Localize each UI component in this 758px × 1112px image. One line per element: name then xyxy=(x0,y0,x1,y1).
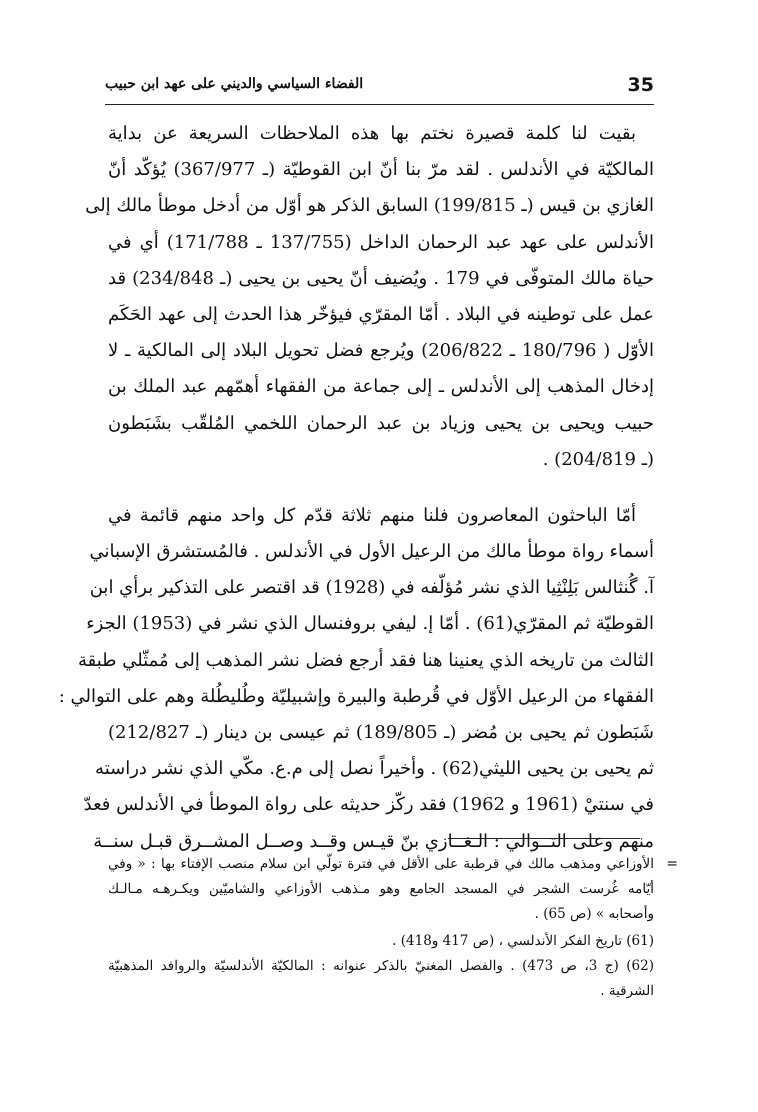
body-line: الأوّل ( 180/796 ـ 206/822) ويُرجع فضل تحويل البلاد إلى المالكية ـ لا xyxy=(108,340,654,362)
body-line: عمل على توطينه في البلاد . أمّا المقرّي فيؤخّر هذا الحدث إلى عهد الحَكَم xyxy=(108,303,654,325)
body-line: الغازي بن قيس (ـ 199/815) السابق الذكر هو أوّل من أدخل موطأ مالك إلى xyxy=(85,195,654,217)
continuation-marker: = xyxy=(666,856,678,872)
footnote-continuation xyxy=(108,852,678,927)
body-line: إدخال المذهب إلى الأندلس ـ إلى جماعة من الفقهاء أهمّهم عبد الملك بن xyxy=(108,376,654,398)
footnote-line: الأوزاعي ومذهب مالك في قرطبة على الأقل في فترة تولّي ابن سلام منصب الإفتاء بها : « وفي xyxy=(108,856,654,872)
body-line: حبيب ويحيى بن يحيى وزياد بن عبد الرحمان اللخمي المُلقّب بشَبَطون xyxy=(108,412,654,434)
body-line: المالكيّة في الأندلس . لقد مرّ بنا أنّ ابن القوطيّة (ـ 367/977) يُؤكّد أنّ xyxy=(108,159,654,181)
body-line: أسماء رواة موطأ مالك من الرعيل الأول في الأندلس . فالمُستشرق الإسباني xyxy=(89,541,654,563)
footnote-line: (62) (ج 3، ص 473) . والفصل المغنيّ بالذكر عنوانه : المالكيّة الأندلسيّة والروافد المذهبيّة xyxy=(108,958,654,974)
paragraph-2 xyxy=(58,498,654,860)
body-line: شَبَطون ثم يحيى بن مُضر (ـ 189/805) ثم عيسى بن دينار (ـ 212/827) xyxy=(108,722,654,743)
body-text xyxy=(58,116,654,860)
body-line: في سنتيْ (1961 و 1962) فقد ركّز حديثه على رواة الموطأ في الأندلس فعدّ xyxy=(83,794,654,816)
footnote-61 xyxy=(108,929,654,954)
body-line: الفقهاء من الرعيل الأوّل في قُرطبة والبيرة وإشبيليّة وطُليطُلة وهم على التوالي : xyxy=(58,685,654,707)
body-line: أمّا الباحثون المعاصرون فلنا منهم ثلاثة قدّم كل واحد منهم قائمة في xyxy=(108,504,636,526)
running-title: الفضاء السياسي والديني على عهد ابن حبيب xyxy=(105,76,364,92)
body-line: حياة مالك المتوفّى في 179 . ويُضيف أنّ يحيى بن يحيى (ـ 234/848) قد xyxy=(108,267,654,289)
footnote-line: الشرقية . xyxy=(600,983,654,999)
body-line: الثالث من تاريخه الذي يعنينا هنا فقد أرجع فضل نشر المذهب إلى مُمثّلي طبقة xyxy=(77,649,654,671)
body-line: بقيت لنا كلمة قصيرة نختم بها هذه الملاحظات السريعة عن بداية xyxy=(108,123,636,144)
footnote-62 xyxy=(108,954,654,1004)
body-line: الأندلس على عهد عبد الرحمان الداخل (137/755 ـ 171/788) أي في xyxy=(108,231,654,253)
paragraph-1 xyxy=(85,116,654,478)
body-line: القوطيّة ثم المقرّي(61) . أمّا إ. ليفي بروفنسال الذي نشر في (1953) الجزء xyxy=(86,613,654,635)
footnote-line: وأصحابه » (ص 65) . xyxy=(534,906,654,922)
footnote-rule xyxy=(448,838,640,839)
body-line: ثم يحيى بن يحيى الليثي(62) . وأخيراً نصل إلى م.ع. مكّي الذي نشر دراسته xyxy=(95,758,654,780)
footnote-line: (61) تاريخ الفكر الأندلسي ، (ص 417 و418) . xyxy=(392,933,654,949)
header-rule xyxy=(105,104,654,105)
body-line: منهم وعلى التــوالي : الـغــازي بنّ قيـس وقــد وصــل المشــرق قبـل سنــة xyxy=(93,830,654,852)
body-line: آ. گُنثالس بَلِنْثِيا الذي نشر مُؤلّفه في (1928) قد اقتصر على التذكير برأي ابن xyxy=(89,577,654,599)
page-number: 35 xyxy=(627,74,654,96)
footnote-line: أيّامه غُرست الشجر في المسجد الجامع وهو مـذهب الأوزاعي والشاميّين ويكـرهـه مـالـك xyxy=(108,881,654,897)
footnotes xyxy=(108,852,678,1004)
page-header xyxy=(105,74,654,104)
body-line: (ـ 204/819) . xyxy=(542,448,654,470)
